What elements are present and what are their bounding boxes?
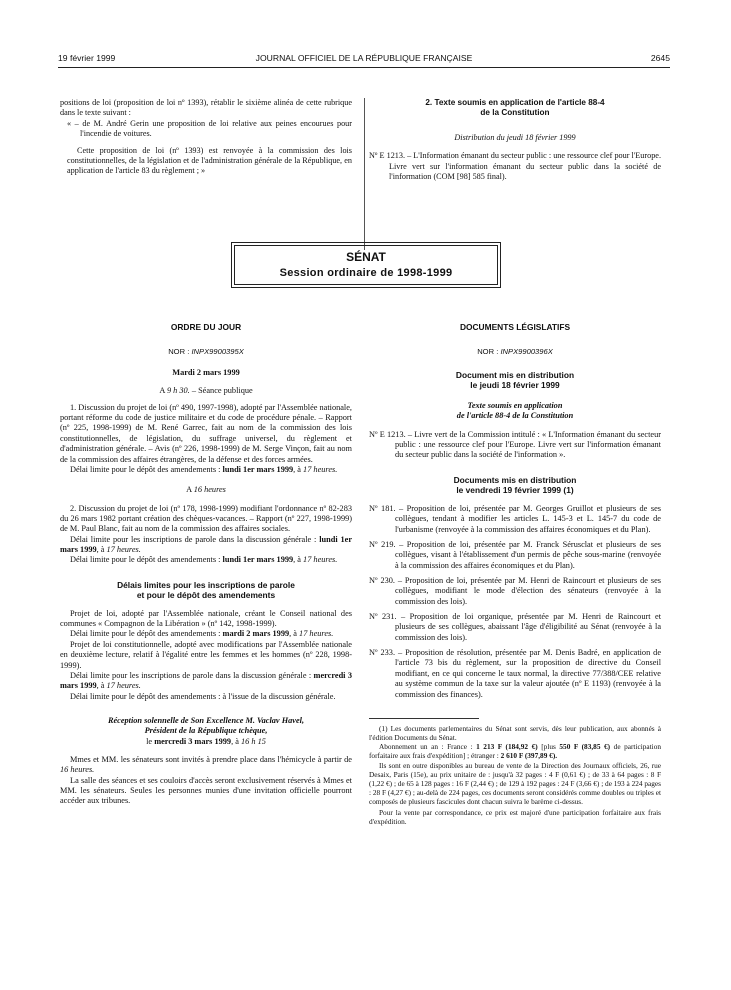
document-item: Nº E 1213. – Livre vert de la Commission intitulé : « L'Information émanant du secteur public : une ressource clef pour l'Europe. Livre vert sur l'information émanant du secteur public dans la société de l'information ». [369,429,661,460]
agenda-item: 1. Discussion du projet de loi (nº 490, 1997-1998), adopté par l'Assemblée nationale, portant réforme du code de justice militaire et du code de procédure pénale. – Rapport (nº 225, 1998-1999) de M. René Garrec, fait au nom de la commission des lois constitutionnelles, de législation, du suffrage universel, du règlement et d'administration générale. – Avis (nº 226, 1998-1999) de M. Serge Vinçon, fait au nom de la commission des affaires étrangères, de la défense et des forces armées. [60,402,352,464]
time-heading [60,485,352,495]
time-value: 9 h 30. [166,386,190,396]
reception-heading: Réception solennelle de Son Excellence M. Vaclav Havel, [107,715,305,725]
nor-label: NOR : [168,346,190,356]
time-suffix: – Séance publique [191,386,253,396]
footnote: Ils sont en outre disponibles au bureau de vente de la Direction des Journaux officiels, 26, rue Desaix, Paris (15e), au prix unitaire de : jusqu'à 32 pages : 4 F (0,61 €) ; de 33 à 64 pages : 8 F (1,22 €) ; de 65 à 128 pages : 16 F (2,44 €) ; de 129 à 192 pages : 24 F (3,66 €) ; de 193 à 224 pages : 28 F (4,27 €) ; au-delà de 224 pages, ces documents seront considérés comme doubles ou triples et composés de plusieurs fascicules dont chacun suivra le barème ci-dessus. [369,761,661,807]
header-rule [58,67,670,68]
senat-title-box [231,242,501,288]
paragraph: Cette proposition de loi (nº 1393) est renvoyée à la commission des lois constitutionnelles, de la législation et de l'administration générale de la République, en application de l'article 83 du règlement ; » [67,145,352,176]
footnote: (1) Les documents parlementaires du Sénat sont servis, dès leur publication, aux abonnés à l'édition Documents du Sénat. [369,723,661,742]
reception-heading: Président de la République tchèque, [144,726,268,736]
paragraph: positions de loi (proposition de loi nº 1393), rétablir le sixième alinéa de cette rubrique dans le texte suivant : [60,98,352,118]
nor-reference [369,347,661,356]
document-item: Nº 230. – Proposition de loi, présentée par M. Henri de Raincourt et plusieurs de ses collègues, modifiant le mode d'élection des sénateurs (renvoyée à la commission des lois). [369,575,661,606]
ordre-du-jour-column [60,322,352,807]
document-item: Nº 233. – Proposition de résolution, présentée par M. Denis Badré, en application de l'article 73 bis du règlement, sur la proposition de directive du Conseil modifiant, en ce qui concerne le taux normal, la directive 77/388/CEE relative au système commun de la taxe sur la valeur ajoutée (nº E 1193) (renvoyée à la commission des finances). [369,648,661,699]
paragraph: La salle des séances et ses couloirs d'accès seront exclusivement réservés à Mmes et MM. les sénateurs. Seules les personnes munies d'une invitation officielle pourront accéder aux tribunes. [60,775,352,806]
deadline-line: Délai limite pour le dépôt des amendements : lundi 1er mars 1999, à 17 heures. [70,464,338,474]
reception-date: le mercredi 3 mars 1999, à 16 h 15 [146,736,266,746]
subsection-heading: de l'article 88-4 de la Constitution [456,411,574,421]
section-heading: 2. Texte soumis en application de l'article 88-4 [425,98,605,107]
session-title: Session ordinaire de 1998-1999 [279,267,453,279]
nor-label: NOR : [477,346,499,356]
nor-code: INPX9900396X [500,346,553,356]
deadline-line: Délai limite pour les inscriptions de parole dans la discussion générale : mercredi 3 mars 1999, à 17 heures. [60,670,353,691]
header-page-number: 2645 [650,53,670,63]
section-heading: Documents mis en distribution [453,474,577,485]
paragraph: Délai limite pour le dépôt des amendements : à l'issue de la discussion générale. [70,691,336,701]
documents-legislatifs-column [369,322,661,827]
section-heading: Délais limites pour les inscriptions de parole [117,579,295,590]
document-item: Nº 219. – Proposition de loi, présentée par M. Franck Sérusclat et plusieurs de ses collègues, visant à l'établissement d'un permis de pêche sous-marine (renvoyée à la commission des affaires économiques et du Plan). [369,539,661,570]
nor-code: INPX9900395X [191,346,244,356]
nor-reference [60,347,352,356]
time-heading [60,386,352,396]
agenda-item: 2. Discussion du projet de loi (nº 178, 1998-1999) modifiant l'ordonnance nº 82-283 du 26 mars 1982 portant création des chèques-vacances. – Rapport (nº 227, 1998-1999) de M. Paul Blanc, fait au nom de la commission des affaires sociales. [60,503,352,534]
deadline-line: Délai limite pour les inscriptions de parole dans la discussion générale : lundi 1er mars 1999, à 17 heures. [60,534,353,555]
paragraph: « – de M. André Gerin une proposition de loi relative aux peines encourues pour l'incendie de voitures. [67,118,352,139]
time-prefix: A [159,386,165,396]
subsection-heading: Texte soumis en application [467,400,563,410]
paragraph: Projet de loi constitutionnelle, adopté avec modifications par l'Assemblée nationale en deuxième lecture, relatif à l'égalité entre les femmes et les hommes (nº 228, 1998-1999). [60,639,352,670]
footnote: Pour la vente par correspondance, ce prix est majoré d'une participation forfaitaire aux frais d'expédition. [369,807,661,826]
senat-title: SÉNAT [346,250,386,264]
deadline-line: Délai limite pour le dépôt des amendements : mardi 2 mars 1999, à 17 heures. [70,629,334,639]
footnote: Abonnement un an : France : 1 213 F (184,92 €) [plus 550 F (83,85 €) de participation forfaitaire aux frais d'expédition] ; étranger : 2 610 F (397,89 €). [369,741,661,760]
section-heading: et pour le dépôt des amendements [136,590,276,601]
top-right-column [369,98,661,182]
header-journal-title: JOURNAL OFFICIEL DE LA RÉPUBLIQUE FRANÇAISE [255,53,473,63]
documents-legislatifs-heading: DOCUMENTS LÉGISLATIFS [459,322,571,332]
document-item: Nº 231. – Proposition de loi organique, présentée par M. Henri de Raincourt et plusieurs de ses collègues, abaissant l'âge d'éligibilité au Sénat (renvoyée à la commission des lois). [369,612,661,642]
page-header [58,53,670,65]
footnote-rule [369,718,479,719]
column-divider [364,98,365,250]
time-value: 16 heures [193,485,226,495]
document-item: Nº E 1213. – L'Information émanant du secteur public : une ressource clef pour l'Europe. Livre vert sur l'information émanant du secteur public dans la société de l'information (COM [98] 585 final). [369,151,661,182]
section-heading: le jeudi 18 février 1999 [470,380,560,391]
date-heading: Mardi 2 mars 1999 [172,367,240,377]
top-left-column [60,98,352,177]
section-heading: de la Constitution [480,108,550,118]
time-prefix: A [186,485,192,495]
ordre-du-jour-heading: ORDRE DU JOUR [170,322,242,332]
document-item: Nº 181. – Proposition de loi, présentée par M. Georges Gruillot et plusieurs de ses collègues, tendant à modifier les articles L. 145-3 et L. 145-7 du code de l'urbanisme (renvoyée à la commission des affaires économiques et du Plan). [369,503,661,534]
section-heading: Document mis en distribution [455,369,575,380]
deadline-line: Délai limite pour le dépôt des amendements : lundi 1er mars 1999, à 17 heures. [70,555,338,565]
section-heading: le vendredi 19 février 1999 (1) [456,485,574,496]
distribution-line: Distribution du jeudi 18 février 1999 [454,132,576,142]
paragraph: Mmes et MM. les sénateurs sont invités à prendre place dans l'hémicycle à partir de 16 heures. [60,755,352,775]
paragraph: Projet de loi, adopté par l'Assemblée nationale, créant le Conseil national des communes « Compagnon de la Libération » (nº 142, 1998-1999). [60,608,352,629]
header-date: 19 février 1999 [58,53,116,63]
